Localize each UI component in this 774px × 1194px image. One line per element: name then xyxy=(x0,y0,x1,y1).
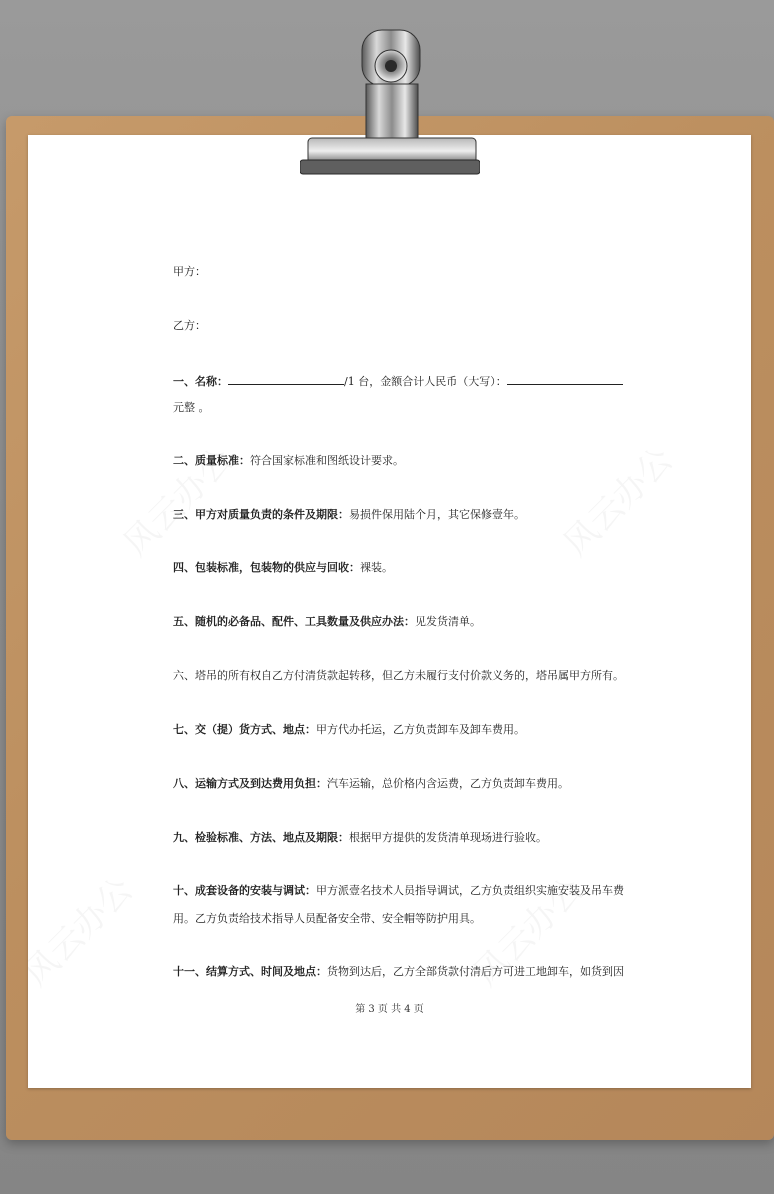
item-packaging-label: 四、包装标准，包装物的供应与回收： xyxy=(173,561,360,574)
item-transport-line xyxy=(173,777,569,791)
item-delivery-text: 甲方代办托运，乙方负责卸车及卸车费用。 xyxy=(316,723,525,736)
item-installation-text-1: 甲方派壹名技术人员指导调试，乙方负责组织实施安装及吊车费 xyxy=(316,884,624,897)
item-inspection-text: 根据甲方提供的发货清单现场进行验收。 xyxy=(349,831,547,844)
item-accessories-text: 见发货清单。 xyxy=(415,615,481,628)
item-installation-text-2: 用。乙方负责给技术指导人员配备安全带、安全帽等防护用具。 xyxy=(173,912,481,925)
item-accessories-label: 五、随机的必备品、配件、工具数量及供应办法： xyxy=(173,615,415,628)
item-delivery-line xyxy=(173,723,525,737)
party-a-label: 甲方： xyxy=(173,265,206,278)
watermark-text xyxy=(28,864,141,995)
item-packaging-text: 裸装。 xyxy=(360,561,393,574)
amount-blank xyxy=(507,373,623,385)
item-transport-label: 八、运输方式及到达费用负担： xyxy=(173,777,327,790)
item-settlement-label: 十一、结算方式、时间及地点： xyxy=(173,965,327,978)
item-ownership-text: 六、塔吊的所有权自乙方付清货款起转移，但乙方未履行支付价款义务的，塔吊属甲方所有。 xyxy=(173,669,624,682)
item-warranty-label: 三、甲方对质量负责的条件及期限： xyxy=(173,508,349,521)
item-quality-label: 二、质量标准： xyxy=(173,454,250,467)
page-footer: 第 3 页 共 4 页 xyxy=(355,1004,424,1015)
name-blank xyxy=(228,373,344,385)
item-accessories-line xyxy=(173,615,481,629)
item-warranty-text: 易损件保用陆个月，其它保修壹年。 xyxy=(349,508,525,521)
item-settlement-text: 货物到达后，乙方全部货款付清后方可进工地卸车，如货到因 xyxy=(327,965,624,978)
item-inspection-line xyxy=(173,831,547,845)
item-name-line xyxy=(173,373,623,389)
item-name-text: /1 台，金额合计人民币（大写）： xyxy=(344,375,507,388)
item-installation-label: 十、成套设备的安装与调试： xyxy=(173,884,316,897)
item-warranty-line xyxy=(173,508,525,522)
party-b-line xyxy=(173,319,206,333)
watermark-text xyxy=(551,434,682,565)
item-quality-line xyxy=(173,454,404,468)
item-transport-text: 汽车运输，总价格内含运费，乙方负责卸车费用。 xyxy=(327,777,569,790)
item-packaging-line xyxy=(173,561,393,575)
item-name-ending-line xyxy=(173,401,210,415)
party-b-label: 乙方： xyxy=(173,319,206,332)
item-quality-text: 符合国家标准和图纸设计要求。 xyxy=(250,454,404,467)
item-delivery-label: 七、交（提）货方式、地点： xyxy=(173,723,316,736)
document-page xyxy=(28,135,751,1088)
party-a-line xyxy=(173,265,206,279)
item-inspection-label: 九、检验标准、方法、地点及期限： xyxy=(173,831,349,844)
item-ownership-line xyxy=(173,669,624,683)
item-name-ending: 元整 。 xyxy=(173,401,210,414)
item-installation-line xyxy=(173,884,624,898)
item-settlement-line xyxy=(173,965,624,979)
item-name-label: 一、名称： xyxy=(173,375,228,388)
item-installation-line-2 xyxy=(173,912,481,926)
binder-clip-icon xyxy=(300,22,480,182)
